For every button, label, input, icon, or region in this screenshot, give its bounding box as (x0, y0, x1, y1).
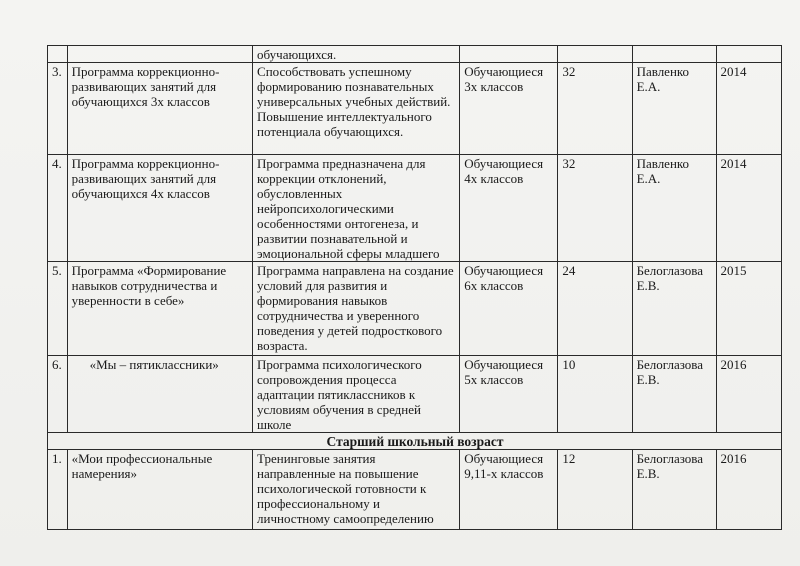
cell-desc: обучающихся. (253, 46, 460, 63)
cell-count (558, 46, 632, 63)
cell-author: Белоглазова Е.В. (632, 356, 716, 433)
cell-count: 10 (558, 356, 632, 433)
cell-year: 2016 (716, 356, 781, 433)
cell-name: Программа «Формирование навыков сотрудничества и уверенности в себе» (67, 262, 252, 356)
cell-num (48, 46, 68, 63)
cell-num: 1. (48, 450, 68, 530)
cell-name: «Мои профессиональные намерения» (67, 450, 252, 530)
cell-num: 4. (48, 155, 68, 262)
cell-count: 12 (558, 450, 632, 530)
cell-author: Белоглазова Е.В. (632, 450, 716, 530)
section-title: Старший школьный возраст (48, 433, 782, 450)
cell-desc: Программа психологического сопровождения процесса адаптации пятиклассников к условиям обучения в средней школе (253, 356, 460, 433)
cell-who: Обучающиеся 9,11-х классов (460, 450, 558, 530)
cell-author: Павленко Е.А. (632, 63, 716, 155)
cell-author (632, 46, 716, 63)
cell-who: Обучающиеся 4х классов (460, 155, 558, 262)
cell-num: 5. (48, 262, 68, 356)
cell-count: 24 (558, 262, 632, 356)
table-row (48, 63, 782, 155)
table-row (48, 46, 782, 63)
cell-count: 32 (558, 155, 632, 262)
section-row (48, 433, 782, 450)
cell-desc: Тренинговые занятия направленные на повышение психологической готовности к профессиональному и личностному самоопределению (253, 450, 460, 530)
table-row (48, 155, 782, 262)
cell-who: Обучающиеся 5х классов (460, 356, 558, 433)
cell-author: Павленко Е.А. (632, 155, 716, 262)
cell-num: 3. (48, 63, 68, 155)
cell-num: 6. (48, 356, 68, 433)
cell-year: 2014 (716, 63, 781, 155)
table-row (48, 356, 782, 433)
cell-name: Программа коррекционно-развивающих занятий для обучающихся 3х классов (67, 63, 252, 155)
cell-who (460, 46, 558, 63)
cell-count: 32 (558, 63, 632, 155)
cell-name: «Мы – пятиклассники» (67, 356, 252, 433)
cell-name (67, 46, 252, 63)
cell-who: Обучающиеся 3х классов (460, 63, 558, 155)
cell-name: Программа коррекционно-развивающих занятий для обучающихся 4х классов (67, 155, 252, 262)
cell-year (716, 46, 781, 63)
cell-author: Белоглазова Е.В. (632, 262, 716, 356)
table-row (48, 262, 782, 356)
cell-year: 2014 (716, 155, 781, 262)
cell-who: Обучающиеся 6х классов (460, 262, 558, 356)
programs-table (47, 45, 782, 530)
cell-desc: Программа предназначена для коррекции отклонений, обусловленных нейропсихологическими особенностями онтогенеза, и развитии познавательной и эмоциональной сферы младшего (253, 155, 460, 262)
cell-desc: Способствовать успешному формированию познавательных универсальных учебных действий. Повышение интеллектуального потенциала обучающихся. (253, 63, 460, 155)
cell-desc: Программа направлена на создание условий для развития и формирования навыков сотрудничества и уверенного поведения у детей подросткового возраста. (253, 262, 460, 356)
cell-year: 2015 (716, 262, 781, 356)
table-row (48, 450, 782, 530)
cell-year: 2016 (716, 450, 781, 530)
